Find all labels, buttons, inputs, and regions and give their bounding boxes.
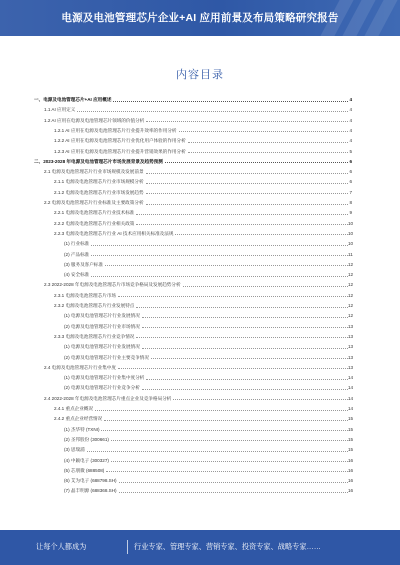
toc-leader-dots <box>146 183 348 184</box>
toc-entry-label: (3) 思瑞浦 <box>64 447 85 453</box>
toc-entry-label: 1.2 AI 应用在电源及电池管理芯片领域的价值分析 <box>44 117 145 123</box>
toc-leader-dots <box>142 327 348 328</box>
toc-entry[interactable] <box>34 220 352 227</box>
toc-entry-page-number: 4 <box>349 127 352 133</box>
toc-entry-label: 2.4.1 重点企业概况 <box>54 406 94 411</box>
footer-slogan-left: 让每个人都成为 <box>36 542 87 551</box>
toc-entry-label: 1.1 AI 应用定义 <box>44 107 76 113</box>
toc-entry-label: (7) 晶丰明源 (688368.SH) <box>64 488 117 494</box>
toc-leader-dots <box>142 317 348 318</box>
toc-leader-dots <box>179 131 348 132</box>
toc-entry-label: (4) 中颖电子 (300327) <box>64 457 109 463</box>
toc-entry-page-number: 14 <box>348 406 354 411</box>
toc-leader-dots <box>136 224 348 225</box>
toc-entry-page-number: 12 <box>348 282 354 288</box>
toc-entry-label: (2) 圣邦股份 (300661) <box>64 436 109 442</box>
toc-entry[interactable] <box>34 343 352 350</box>
toc-entry-label: (2) 电源及电池管理芯片行业市场情况 <box>64 323 140 329</box>
footer-divider <box>127 540 128 554</box>
toc-entry-label: 2.3.3 电源及电池管理芯片行业竞争情况 <box>54 333 135 339</box>
toc-leader-dots <box>118 368 348 369</box>
toc-entry-page-number: 10 <box>348 230 354 236</box>
toc-entry-page-number: 6 <box>349 169 352 175</box>
footer-banner <box>0 530 400 565</box>
toc-entry-label: (1) 行业标准 <box>64 241 90 247</box>
toc-leader-dots <box>91 245 348 246</box>
toc-entry-page-number: 10 <box>348 241 354 247</box>
toc-entry-label: (1) 电源及电池管理芯片行业集中度分析 <box>64 375 145 381</box>
report-title: 电源及电池管理芯片企业+AI 应用前景及布局策略研究报告 <box>61 12 339 24</box>
toc-entry-label: (4) 安全标准 <box>64 272 90 278</box>
toc-entry[interactable] <box>34 281 352 288</box>
toc-entry-page-number: 15 <box>348 426 354 432</box>
footer-slogan-right: 行业专家、管理专家、营销专家、投资专家、战略专家…… <box>134 542 321 551</box>
toc-entry-page-number: 6 <box>349 179 352 185</box>
toc-leader-dots <box>77 111 348 112</box>
toc-entry-label: 2.3.1 电源及电池管理芯片市场 <box>54 292 117 298</box>
toc-entry[interactable] <box>34 230 352 237</box>
toc-leader-dots <box>146 173 348 174</box>
toc-entry-label: 2.3.2 电源及电池管理芯片行业发展特点 <box>54 303 135 308</box>
toc-entry-page-number: 16 <box>348 467 354 473</box>
toc-entry[interactable] <box>34 209 352 216</box>
toc-entry-label: 2.1 电源及电池管理芯片行业市场规模及发展前景 <box>44 169 144 175</box>
toc-entry-page-number: 16 <box>348 457 354 463</box>
toc-entry-label: (2) 产品标准 <box>64 251 90 257</box>
toc-entry[interactable] <box>34 446 352 453</box>
toc-entry-page-number: 15 <box>348 447 354 453</box>
toc-entry-page-number: 14 <box>348 375 354 381</box>
toc-entry-label: 2.2.3 电源及电池管理芯片行业 AI 技术应用相关标准及法规 <box>54 230 174 236</box>
toc-entry-label: 1.2.1 AI 应用在电源及电池管理芯片行业提升效率的作用分析 <box>54 127 177 133</box>
toc-entry-page-number: 7 <box>349 189 352 195</box>
toc-entry-label: 2.4 2022-2028 年电源及电池管理芯片重点企业及竞争格局分析 <box>44 395 172 401</box>
toc-entry[interactable] <box>34 251 352 258</box>
toc-leader-dots <box>91 276 348 277</box>
toc-entry-page-number: 15 <box>348 416 354 422</box>
toc-entry-page-number: 12 <box>348 313 354 319</box>
toc-leader-dots <box>165 162 348 163</box>
toc-entry-page-number: 16 <box>348 478 354 484</box>
toc-entry[interactable] <box>34 148 352 155</box>
toc-leader-dots <box>146 121 348 122</box>
toc-entry-label: (2) 电源及电池管理芯片行业主要竞争情况 <box>64 354 149 360</box>
toc-entry[interactable] <box>34 158 352 165</box>
toc-entry-page-number: 15 <box>348 436 354 442</box>
toc-entry-label: 一、电源及电池管理芯片+AI 应用概述 <box>34 97 112 102</box>
toc-entry-label: 2.2.1 电源及电池管理芯片行业技术标准 <box>54 210 135 216</box>
toc-entry[interactable] <box>34 333 352 340</box>
toc-entry[interactable] <box>34 405 352 412</box>
toc-entry-page-number: 14 <box>348 395 354 401</box>
toc-leader-dots <box>151 358 348 359</box>
toc-entry[interactable] <box>34 168 352 175</box>
toc-entry-page-number: 4 <box>349 97 352 102</box>
toc-entry-page-number: 11 <box>348 251 353 257</box>
toc-entry[interactable] <box>34 477 352 484</box>
toc-entry-label: 1.2.3 AI 应用在电源及电池管理芯片行业提升营销效果的作用分析 <box>54 148 186 154</box>
toc-entry[interactable] <box>34 312 352 319</box>
toc-leader-dots <box>146 204 348 205</box>
toc-leader-dots <box>113 101 348 102</box>
toc-entry-page-number: 9 <box>349 210 352 216</box>
toc-entry-page-number: 8 <box>349 200 352 205</box>
toc-entry-label: (2) 电源及电池管理芯片行业竞争分析 <box>64 385 140 391</box>
toc-entry-label: 2.2.2 电源及电池管理芯片行业相关政策 <box>54 220 135 226</box>
toc-entry-page-number: 4 <box>349 117 352 123</box>
toc-leader-dots <box>146 379 348 380</box>
toc-leader-dots <box>87 451 348 452</box>
toc-heading: 内容目录 <box>176 69 224 81</box>
toc-entry-page-number: 13 <box>348 344 354 350</box>
toc-entry-label: 1.2.2 AI 应用在电源及电池管理芯片行业优化用户体验的作用分析 <box>54 138 186 144</box>
toc-entry[interactable] <box>34 302 352 309</box>
toc-entry-page-number: 12 <box>348 292 354 298</box>
toc-entry-label: (5) 芯朋微 (688508) <box>64 467 105 473</box>
toc-leader-dots <box>188 152 348 153</box>
toc-leader-dots <box>118 296 348 297</box>
toc-entry-page-number: 12 <box>348 272 354 278</box>
toc-entry[interactable] <box>34 199 352 206</box>
toc-leader-dots <box>188 142 348 143</box>
toc-entry[interactable] <box>34 384 352 391</box>
toc-entry[interactable] <box>34 96 352 103</box>
toc-leader-dots <box>111 461 348 462</box>
toc-entry[interactable] <box>34 178 352 185</box>
toc-leader-dots <box>136 337 348 338</box>
toc-entry[interactable] <box>34 240 352 247</box>
toc-entry[interactable] <box>34 117 352 124</box>
toc-entry-page-number: 14 <box>348 385 354 391</box>
toc-entry[interactable] <box>34 127 352 134</box>
toc-entry-page-number: 12 <box>348 303 354 308</box>
toc-entry[interactable] <box>34 457 352 464</box>
toc-leader-dots <box>175 234 348 235</box>
toc-entry-page-number: 13 <box>348 354 354 360</box>
toc-entry-label: 2.1.2 电源及电池管理芯片行业市场发展趋势 <box>54 189 144 195</box>
toc-leader-dots <box>136 307 348 308</box>
toc-entry[interactable] <box>34 292 352 299</box>
toc-entry[interactable] <box>34 364 352 371</box>
toc-entry-page-number: 13 <box>348 323 354 329</box>
toc-leader-dots <box>142 348 348 349</box>
toc-entry-label: (1) 电源及电池管理芯片行业发展情况 <box>64 313 140 319</box>
toc-entry[interactable] <box>34 354 352 361</box>
toc-entry-label: 二、2023-2028 年电源及电池管理芯片市场发展背景及趋势预测 <box>34 158 163 164</box>
toc-leader-dots <box>111 440 348 441</box>
toc-entry-label: 2.4.2 重点企业经营情况 <box>54 416 103 422</box>
toc-leader-dots <box>106 471 348 472</box>
toc-entry-page-number: 6 <box>349 158 352 164</box>
report-header-banner <box>0 0 400 36</box>
toc-entry-page-number: 5 <box>349 148 352 154</box>
toc-entry-label: (1) 杰华特 (TXNI) <box>64 426 100 432</box>
toc-entry-page-number: 4 <box>349 138 352 144</box>
toc-entry[interactable] <box>34 426 352 433</box>
toc-entry-label: (3) 服务及客户标准 <box>64 261 104 267</box>
toc-leader-dots <box>101 430 348 431</box>
toc-entry-label: (1) 电源及电池管理芯片行业发展情况 <box>64 344 140 350</box>
toc-leader-dots <box>119 492 348 493</box>
toc-entry[interactable] <box>34 189 352 196</box>
toc-entry[interactable] <box>34 374 352 381</box>
toc-entry[interactable] <box>34 106 352 113</box>
toc-leader-dots <box>105 265 348 266</box>
toc-entry[interactable] <box>34 487 352 494</box>
toc-entry[interactable] <box>34 436 352 443</box>
toc-leader-dots <box>91 255 348 256</box>
toc-leader-dots <box>183 286 348 287</box>
toc-entry-page-number: 10 <box>348 220 354 226</box>
toc-entry[interactable] <box>34 261 352 268</box>
toc-entry-page-number: 16 <box>348 488 354 494</box>
toc-entry-label: 2.4 电源及电池管理芯片行业集中度 <box>44 364 116 370</box>
toc-entry-page-number: 4 <box>349 107 352 113</box>
toc-leader-dots <box>104 420 348 421</box>
toc-entry[interactable] <box>34 137 352 144</box>
toc-entry[interactable] <box>34 323 352 330</box>
toc-entry-page-number: 12 <box>348 261 354 267</box>
toc-entry[interactable] <box>34 395 352 402</box>
toc-leader-dots <box>136 214 348 215</box>
toc-entry-label: 2.1.1 电源及电池管理芯片行业市场规模分析 <box>54 179 144 185</box>
toc-entry-page-number: 13 <box>348 364 354 370</box>
toc-leader-dots <box>146 193 348 194</box>
toc-entry-label: (6) 艾为电子 (688798.SH) <box>64 478 117 484</box>
toc-leader-dots <box>95 410 348 411</box>
toc-leader-dots <box>119 482 348 483</box>
toc-entry-label: 2.2 电源及电池管理芯片行业标准及主要政策分析 <box>44 200 144 205</box>
toc-entry-label: 2.3 2022-2028 年电源及电池管理芯片市场竞争格局及发展趋势分析 <box>44 282 181 288</box>
toc-entry-page-number: 13 <box>348 333 354 339</box>
toc-leader-dots <box>173 399 348 400</box>
toc-leader-dots <box>142 389 348 390</box>
toc-entry[interactable] <box>34 467 352 474</box>
toc-entry[interactable] <box>34 271 352 278</box>
toc-entry[interactable] <box>34 415 352 422</box>
